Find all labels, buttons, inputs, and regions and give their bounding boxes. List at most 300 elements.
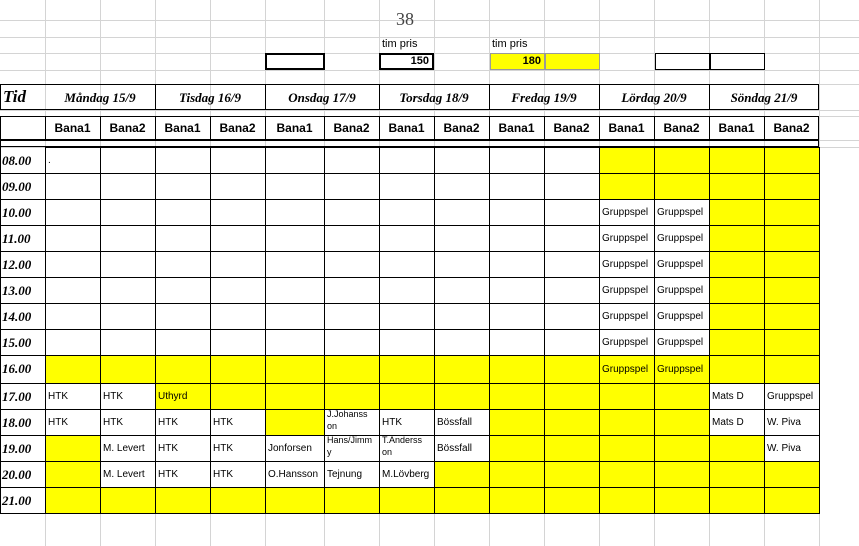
schedule-cell[interactable] <box>379 383 435 410</box>
schedule-cell[interactable] <box>489 251 545 278</box>
schedule-cell[interactable] <box>654 303 710 330</box>
booking-text: HTK <box>158 469 178 480</box>
schedule-cell[interactable] <box>709 303 765 330</box>
schedule-cell[interactable] <box>434 409 490 436</box>
schedule-cell[interactable] <box>764 173 820 200</box>
schedule-cell[interactable] <box>599 303 655 330</box>
schedule-cell[interactable] <box>764 147 820 174</box>
schedule-cell[interactable] <box>155 199 211 226</box>
court-header: Bana2 <box>663 121 700 135</box>
schedule-cell[interactable] <box>45 199 101 226</box>
schedule-cell[interactable] <box>155 251 211 278</box>
court-header: Bana2 <box>219 121 256 135</box>
booking-text: W. Piva <box>767 443 801 454</box>
court-header: Bana2 <box>109 121 146 135</box>
schedule-cell[interactable] <box>324 147 380 174</box>
row-divider <box>0 303 45 304</box>
booking-text: Gruppspel <box>657 285 704 296</box>
schedule-cell[interactable] <box>544 487 600 514</box>
schedule-cell[interactable] <box>45 409 101 436</box>
empty-box-1[interactable] <box>265 53 325 70</box>
schedule-cell[interactable] <box>45 173 101 200</box>
row-divider <box>0 383 45 384</box>
schedule-cell[interactable] <box>265 487 325 514</box>
schedule-cell[interactable] <box>599 251 655 278</box>
schedule-cell[interactable] <box>265 435 325 462</box>
row-divider <box>0 199 45 200</box>
court-header: Bana2 <box>773 121 810 135</box>
schedule-cell[interactable] <box>599 147 655 174</box>
empty-box-2[interactable] <box>655 53 710 70</box>
court-header: Bana1 <box>54 121 91 135</box>
schedule-cell[interactable] <box>100 435 156 462</box>
time-label: 19.00 <box>2 441 32 456</box>
schedule-cell[interactable] <box>654 147 710 174</box>
schedule-cell[interactable] <box>100 461 156 488</box>
schedule-cell[interactable] <box>599 383 655 410</box>
booking-text: Gruppspel <box>657 259 704 270</box>
schedule-cell[interactable] <box>434 329 490 356</box>
schedule-cell[interactable] <box>709 461 765 488</box>
day-header: Söndag 21/9 <box>730 90 798 105</box>
schedule-cell[interactable] <box>489 487 545 514</box>
row-divider <box>0 487 45 488</box>
schedule-cell[interactable] <box>265 303 325 330</box>
schedule-cell[interactable] <box>544 199 600 226</box>
schedule-cell[interactable] <box>709 199 765 226</box>
day-header: Lördag 20/9 <box>621 90 687 105</box>
day-header: Fredag 19/9 <box>511 90 577 105</box>
schedule-cell[interactable] <box>265 355 325 384</box>
booking-text: Jonforsen <box>268 443 312 454</box>
booking-text-line1: J.Johanss <box>327 409 368 419</box>
schedule-cell[interactable] <box>155 383 211 410</box>
day-header: Tisdag 16/9 <box>179 90 241 105</box>
schedule-cell[interactable] <box>210 461 266 488</box>
schedule-cell[interactable] <box>210 303 266 330</box>
schedule-cell[interactable] <box>434 173 490 200</box>
schedule-cell[interactable] <box>100 409 156 436</box>
schedule-cell[interactable] <box>544 277 600 304</box>
schedule-cell[interactable] <box>100 147 156 174</box>
court-header: Bana2 <box>443 121 480 135</box>
schedule-cell[interactable] <box>489 147 545 174</box>
time-label: 11.00 <box>2 231 31 246</box>
schedule-cell[interactable] <box>654 461 710 488</box>
schedule-cell[interactable] <box>155 173 211 200</box>
schedule-cell[interactable] <box>599 277 655 304</box>
booking-text: Gruppspel <box>767 391 814 402</box>
schedule-cell[interactable] <box>489 461 545 488</box>
booking-text: Gruppspel <box>657 311 704 322</box>
schedule-cell[interactable] <box>434 461 490 488</box>
schedule-cell[interactable] <box>265 225 325 252</box>
schedule-cell[interactable] <box>379 487 435 514</box>
booking-text: HTK <box>213 469 233 480</box>
booking-text: Tejnung <box>327 469 363 480</box>
schedule-cell[interactable] <box>489 409 545 436</box>
schedule-cell[interactable] <box>210 225 266 252</box>
schedule-cell[interactable] <box>155 487 211 514</box>
schedule-cell[interactable] <box>489 303 545 330</box>
schedule-cell[interactable] <box>45 355 101 384</box>
schedule-cell[interactable] <box>654 225 710 252</box>
schedule-cell[interactable] <box>709 277 765 304</box>
booking-text: O.Hansson <box>268 469 319 480</box>
schedule-cell[interactable] <box>489 225 545 252</box>
booking-text: Gruppspel <box>602 233 649 244</box>
schedule-cell[interactable] <box>265 409 325 436</box>
schedule-cell[interactable] <box>764 251 820 278</box>
booking-text: W. Piva <box>767 417 801 428</box>
schedule-cell[interactable] <box>155 435 211 462</box>
row-divider <box>0 513 45 514</box>
schedule-cell[interactable] <box>100 303 156 330</box>
row-divider <box>0 435 45 436</box>
booking-text: Bössfall <box>437 417 473 428</box>
schedule-cell[interactable] <box>434 277 490 304</box>
schedule-cell[interactable] <box>210 487 266 514</box>
schedule-cell[interactable] <box>324 409 380 436</box>
booking-text: Uthyrd <box>158 391 188 402</box>
schedule-cell[interactable] <box>100 329 156 356</box>
schedule-cell[interactable] <box>155 225 211 252</box>
schedule-cell[interactable] <box>45 461 101 488</box>
schedule-cell[interactable] <box>654 355 710 384</box>
schedule-cell[interactable] <box>764 355 820 384</box>
schedule-cell[interactable] <box>599 199 655 226</box>
court-header: Bana1 <box>164 121 201 135</box>
schedule-cell[interactable] <box>100 355 156 384</box>
booking-text: Gruppspel <box>657 337 704 348</box>
schedule-cell[interactable] <box>489 199 545 226</box>
court-header: Bana1 <box>608 121 645 135</box>
booking-text-line2: on <box>382 447 393 457</box>
schedule-cell[interactable] <box>544 409 600 436</box>
booking-text: HTK <box>48 417 68 428</box>
schedule-cell[interactable] <box>100 251 156 278</box>
schedule-cell[interactable] <box>709 173 765 200</box>
schedule-cell[interactable] <box>265 383 325 410</box>
schedule-cell[interactable] <box>434 251 490 278</box>
schedule-cell[interactable] <box>654 383 710 410</box>
booking-text: Gruppspel <box>602 311 649 322</box>
schedule-cell[interactable] <box>45 435 101 462</box>
schedule-cell[interactable] <box>324 435 380 462</box>
tid-header: Tid <box>3 87 26 106</box>
row-divider <box>0 409 45 410</box>
schedule-cell[interactable] <box>434 225 490 252</box>
schedule-cell[interactable] <box>45 383 101 410</box>
schedule-cell[interactable] <box>265 147 325 174</box>
booking-text: Gruppspel <box>602 285 649 296</box>
empty-box-3[interactable] <box>710 53 765 70</box>
schedule-cell[interactable] <box>100 487 156 514</box>
schedule-cell[interactable] <box>45 329 101 356</box>
schedule-cell[interactable] <box>155 147 211 174</box>
court-header: Bana2 <box>553 121 590 135</box>
schedule-cell[interactable] <box>324 277 380 304</box>
schedule-cell[interactable] <box>379 173 435 200</box>
schedule-cell[interactable] <box>599 173 655 200</box>
schedule-cell[interactable] <box>45 225 101 252</box>
booking-text: Gruppspel <box>657 233 704 244</box>
booking-text-line1: Hans/Jimm <box>327 435 373 445</box>
schedule-cell[interactable] <box>379 329 435 356</box>
schedule-cell[interactable] <box>764 277 820 304</box>
day-header: Onsdag 17/9 <box>288 90 356 105</box>
booking-text: Gruppspel <box>657 207 704 218</box>
court-header: Bana1 <box>718 121 755 135</box>
schedule-cell[interactable] <box>489 435 545 462</box>
schedule-cell[interactable] <box>544 173 600 200</box>
booking-text: Bössfall <box>437 443 473 454</box>
court-header: Bana1 <box>276 121 313 135</box>
schedule-cell[interactable] <box>544 383 600 410</box>
court-header: Bana1 <box>498 121 535 135</box>
schedule-cell[interactable] <box>265 173 325 200</box>
schedule-cell[interactable] <box>210 199 266 226</box>
schedule-cell[interactable] <box>324 173 380 200</box>
schedule-cell[interactable] <box>709 147 765 174</box>
schedule-cell[interactable] <box>379 251 435 278</box>
day-header: Måndag 15/9 <box>64 90 136 105</box>
schedule-cell[interactable] <box>155 461 211 488</box>
time-label: 10.00 <box>2 205 32 220</box>
schedule-cell[interactable] <box>709 383 765 410</box>
price-cell-3[interactable] <box>545 53 600 70</box>
row-divider <box>0 355 45 356</box>
schedule-cell[interactable] <box>434 199 490 226</box>
booking-text: HTK <box>48 391 68 402</box>
schedule-cell[interactable] <box>544 225 600 252</box>
schedule-cell[interactable] <box>379 303 435 330</box>
schedule-cell[interactable] <box>709 329 765 356</box>
schedule-cell[interactable] <box>379 461 435 488</box>
booking-text: HTK <box>213 443 233 454</box>
schedule-cell[interactable] <box>265 277 325 304</box>
schedule-cell[interactable] <box>155 303 211 330</box>
schedule-cell[interactable] <box>265 199 325 226</box>
schedule-cell[interactable] <box>599 225 655 252</box>
schedule-cell[interactable] <box>654 487 710 514</box>
time-label: 20.00 <box>2 467 32 482</box>
time-label: 21.00 <box>2 493 32 508</box>
schedule-cell[interactable] <box>544 355 600 384</box>
schedule-cell[interactable] <box>489 383 545 410</box>
schedule-cell[interactable] <box>599 435 655 462</box>
schedule-cell[interactable] <box>599 409 655 436</box>
schedule-cell[interactable] <box>210 409 266 436</box>
schedule-cell[interactable] <box>100 173 156 200</box>
schedule-cell[interactable] <box>100 383 156 410</box>
schedule-cell[interactable] <box>210 329 266 356</box>
schedule-cell[interactable] <box>764 199 820 226</box>
schedule-cell[interactable] <box>379 225 435 252</box>
schedule-cell[interactable] <box>100 277 156 304</box>
time-label: 14.00 <box>2 309 32 324</box>
schedule-cell[interactable] <box>45 277 101 304</box>
gridline-horizontal <box>0 110 859 111</box>
schedule-cell[interactable] <box>764 383 820 410</box>
booking-text: M. Levert <box>103 469 145 480</box>
time-label: 13.00 <box>2 283 32 298</box>
schedule-cell[interactable] <box>544 329 600 356</box>
schedule-cell[interactable] <box>210 355 266 384</box>
schedule-cell[interactable] <box>324 487 380 514</box>
time-label: 16.00 <box>2 361 32 376</box>
row-divider <box>0 461 45 462</box>
row-divider <box>0 173 45 174</box>
schedule-cell[interactable] <box>599 487 655 514</box>
schedule-cell[interactable] <box>489 355 545 384</box>
court-header: Bana2 <box>333 121 370 135</box>
schedule-cell[interactable] <box>324 355 380 384</box>
schedule-cell[interactable] <box>324 199 380 226</box>
schedule-cell[interactable] <box>155 355 211 384</box>
gridline-horizontal <box>0 20 859 21</box>
schedule-cell[interactable] <box>599 355 655 384</box>
schedule-cell[interactable] <box>544 461 600 488</box>
booking-text: HTK <box>382 417 402 428</box>
schedule-cell[interactable] <box>45 147 101 174</box>
price-cell-2[interactable]: 180 <box>490 53 545 70</box>
booking-text: Gruppspel <box>657 364 704 375</box>
schedule-cell[interactable] <box>599 329 655 356</box>
booking-text: Gruppspel <box>602 207 649 218</box>
schedule-cell[interactable] <box>265 461 325 488</box>
schedule-cell[interactable] <box>210 147 266 174</box>
schedule-cell[interactable] <box>654 435 710 462</box>
price-label-1: tim pris <box>382 38 418 50</box>
schedule-cell[interactable] <box>45 487 101 514</box>
schedule-cell[interactable] <box>155 329 211 356</box>
booking-text: M. Levert <box>103 443 145 454</box>
booking-text: Gruppspel <box>602 364 649 375</box>
spacer-row <box>0 140 819 147</box>
schedule-cell[interactable] <box>709 355 765 384</box>
schedule-cell[interactable] <box>434 487 490 514</box>
schedule-cell[interactable] <box>709 251 765 278</box>
schedule-cell[interactable] <box>434 147 490 174</box>
booking-text: HTK <box>103 417 123 428</box>
booking-text: Gruppspel <box>602 259 649 270</box>
column-divider <box>0 147 1 513</box>
schedule-cell[interactable] <box>210 251 266 278</box>
schedule-cell[interactable] <box>544 251 600 278</box>
booking-text-line1: T.Anderss <box>382 435 423 445</box>
booking-text-line2: y <box>327 447 332 457</box>
gridline-horizontal <box>0 37 859 38</box>
schedule-cell[interactable] <box>210 173 266 200</box>
schedule-cell[interactable] <box>654 199 710 226</box>
schedule-cell[interactable] <box>434 435 490 462</box>
schedule-cell[interactable] <box>379 435 435 462</box>
schedule-cell[interactable] <box>324 225 380 252</box>
schedule-cell[interactable] <box>764 461 820 488</box>
schedule-cell[interactable] <box>155 277 211 304</box>
day-header: Torsdag 18/9 <box>399 90 469 105</box>
schedule-cell[interactable] <box>265 329 325 356</box>
booking-text: Gruppspel <box>602 337 649 348</box>
schedule-cell[interactable] <box>489 277 545 304</box>
time-label: 17.00 <box>2 389 32 404</box>
schedule-cell[interactable] <box>155 409 211 436</box>
schedule-cell[interactable] <box>379 409 435 436</box>
schedule-cell[interactable] <box>379 277 435 304</box>
schedule-cell[interactable] <box>379 355 435 384</box>
schedule-cell[interactable] <box>324 303 380 330</box>
price-label-2: tim pris <box>492 38 528 50</box>
schedule-cell[interactable] <box>764 303 820 330</box>
schedule-cell[interactable] <box>489 173 545 200</box>
schedule-cell[interactable] <box>544 435 600 462</box>
time-label: 15.00 <box>2 335 32 350</box>
week-number: 38 <box>396 9 414 29</box>
schedule-cell[interactable] <box>709 225 765 252</box>
schedule-cell[interactable] <box>764 329 820 356</box>
schedule-cell[interactable] <box>544 303 600 330</box>
schedule-cell[interactable] <box>764 487 820 514</box>
time-label: 18.00 <box>2 415 32 430</box>
booking-text: HTK <box>158 417 178 428</box>
schedule-cell[interactable] <box>100 225 156 252</box>
booking-text: HTK <box>213 417 233 428</box>
schedule-cell[interactable] <box>654 277 710 304</box>
schedule-cell[interactable] <box>764 435 820 462</box>
schedule-cell[interactable] <box>45 303 101 330</box>
schedule-cell[interactable] <box>654 173 710 200</box>
row-divider <box>0 225 45 226</box>
schedule-cell[interactable] <box>654 329 710 356</box>
schedule-cell[interactable] <box>210 435 266 462</box>
row-divider <box>0 329 45 330</box>
schedule-cell[interactable] <box>764 409 820 436</box>
schedule-cell[interactable] <box>324 251 380 278</box>
schedule-cell[interactable] <box>764 225 820 252</box>
schedule-cell[interactable] <box>544 147 600 174</box>
schedule-cell[interactable] <box>379 147 435 174</box>
gridline-horizontal <box>0 70 859 71</box>
schedule-cell[interactable] <box>654 409 710 436</box>
schedule-cell[interactable] <box>100 199 156 226</box>
schedule-cell[interactable] <box>709 409 765 436</box>
schedule-cell[interactable] <box>434 303 490 330</box>
time-label: 12.00 <box>2 257 32 272</box>
schedule-cell[interactable] <box>489 329 545 356</box>
schedule-cell[interactable] <box>210 383 266 410</box>
schedule-cell[interactable] <box>324 329 380 356</box>
schedule-cell[interactable] <box>709 435 765 462</box>
booking-text: Mats D <box>712 417 744 428</box>
schedule-cell[interactable] <box>324 461 380 488</box>
court-header: Bana1 <box>388 121 425 135</box>
schedule-cell[interactable] <box>45 251 101 278</box>
price-cell-1[interactable]: 150 <box>379 53 434 70</box>
schedule-cell[interactable] <box>654 251 710 278</box>
schedule-cell[interactable] <box>434 355 490 384</box>
booking-text: HTK <box>103 391 123 402</box>
schedule-cell[interactable] <box>709 487 765 514</box>
schedule-cell[interactable] <box>265 251 325 278</box>
schedule-cell[interactable] <box>210 277 266 304</box>
schedule-cell[interactable] <box>324 383 380 410</box>
booking-text-line2: on <box>327 421 338 431</box>
schedule-cell[interactable] <box>379 199 435 226</box>
schedule-cell[interactable] <box>599 461 655 488</box>
time-label: 09.00 <box>2 179 32 194</box>
schedule-cell[interactable] <box>434 383 490 410</box>
